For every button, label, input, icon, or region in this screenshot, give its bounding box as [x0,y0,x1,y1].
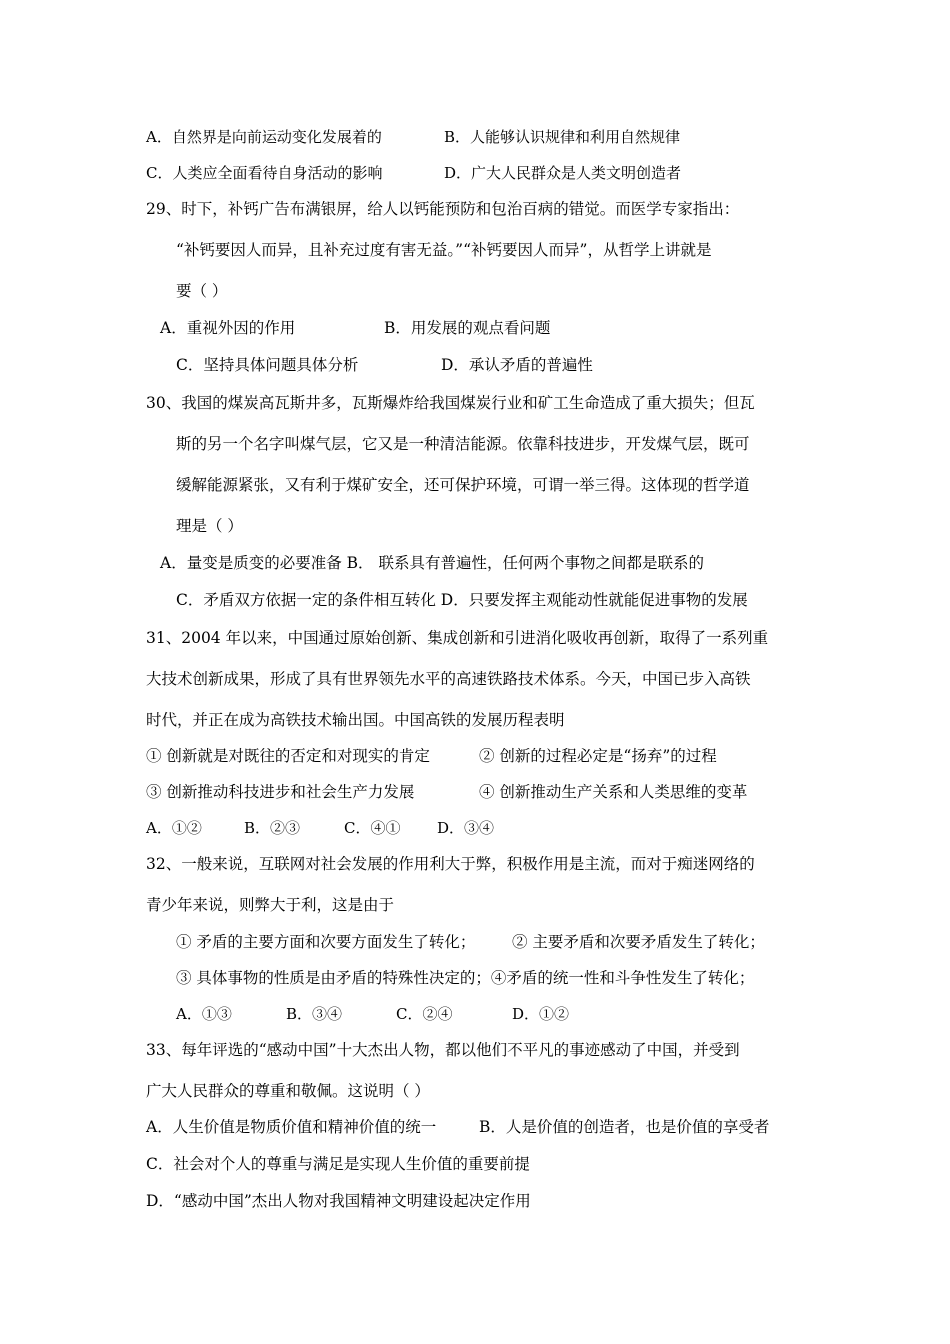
q30-stem-line-2: 斯的另一个名字叫煤气层，它又是一种清洁能源。依靠科技进步，开发煤气层，既可 [176,435,750,453]
q32-statement-3-4: ③ 具体事物的性质是由矛盾的特殊性决定的；④矛盾的统一性和斗争性发生了转化； [176,969,755,987]
q32-stem-line-2: 青少年来说，则弊大于利，这是由于 [146,896,395,914]
prev-option-a: A．自然界是向前运动变化发展着的 [146,128,382,146]
q32-stem-line-1: 32、一般来说，互联网对社会发展的作用利大于弊，积极作用是主流，而对于痴迷网络的 [146,855,755,873]
q33-option-c: C．社会对个人的尊重与满足是实现人生价值的重要前提 [146,1155,530,1173]
prev-option-b: B．人能够认识规律和利用自然规律 [444,128,681,146]
q32-option-c: C．②④ [396,1005,453,1023]
q30-option-ab: A．量变是质变的必要准备 B． 联系具有普遍性，任何两个事物之间都是联系的 [160,554,704,572]
q30-stem-line-3: 缓解能源紧张，又有利于煤矿安全，还可保护环境，可谓一举三得。这体现的哲学道 [176,476,750,494]
q29-option-d: D．承认矛盾的普遍性 [441,356,593,374]
q31-statement-2: ② 创新的过程必定是“扬弃”的过程 [479,747,717,765]
q31-statement-3: ③ 创新推动科技进步和社会生产力发展 [146,783,415,801]
q31-option-c: C．④① [344,819,401,837]
q29-stem-line-1: 29、时下，补钙广告布满银屏，给人以钙能预防和包治百病的错觉。而医学专家指出： [146,200,740,218]
q32-statement-2: ② 主要矛盾和次要矛盾发生了转化； [512,933,765,951]
q31-statement-1: ① 创新就是对既往的否定和对现实的肯定 [146,747,430,765]
prev-option-c: C．人类应全面看待自身活动的影响 [146,164,383,182]
q31-option-d: D．③④ [437,819,495,837]
q31-stem-line-1: 31、2004 年以来，中国通过原始创新、集成创新和引进消化吸收再创新，取得了一系列重 [146,629,769,647]
q30-stem-line-4: 理是（ ） [176,517,243,535]
q30-option-cd: C．矛盾双方依据一定的条件相互转化 D．只要发挥主观能动性就能促进事物的发展 [176,591,748,609]
q30-stem-line-1: 30、我国的煤炭高瓦斯井多，瓦斯爆炸给我国煤炭行业和矿工生命造成了重大损失；但瓦 [146,394,755,412]
q32-statement-1: ① 矛盾的主要方面和次要方面发生了转化； [176,933,476,951]
q32-option-b: B．③④ [286,1005,343,1023]
q33-option-a: A．人生价值是物质价值和精神价值的统一 [146,1118,437,1136]
q31-stem-line-3: 时代，并正在成为高铁技术输出国。中国高铁的发展历程表明 [146,711,565,729]
q31-option-a: A．①② [146,819,202,837]
prev-option-d: D．广大人民群众是人类文明创造者 [444,164,682,182]
q29-option-b: B．用发展的观点看问题 [384,319,551,337]
q33-stem-line-1: 33、每年评选的“感动中国”十大杰出人物，都以他们不平凡的事迹感动了中国，并受到 [146,1041,740,1059]
q29-stem-line-2: “补钙要因人而异，且补充过度有害无益。”“补钙要因人而异”，从哲学上讲就是 [176,241,712,259]
q32-option-d: D．①② [512,1005,570,1023]
q33-option-d: D．“感动中国”杰出人物对我国精神文明建设起决定作用 [146,1192,531,1210]
q29-option-c: C．坚持具体问题具体分析 [176,356,359,374]
q29-stem-line-3: 要（ ） [176,282,228,300]
q29-option-a: A．重视外因的作用 [160,319,296,337]
q31-statement-4: ④ 创新推动生产关系和人类思维的变革 [479,783,748,801]
q33-stem-line-2: 广大人民群众的尊重和敬佩。这说明（ ） [146,1082,430,1100]
q31-stem-line-2: 大技术创新成果，形成了具有世界领先水平的高速铁路技术体系。今天，中国已步入高铁 [146,670,751,688]
q33-option-b: B．人是价值的创造者，也是价值的享受者 [479,1118,770,1136]
q31-option-b: B．②③ [244,819,301,837]
q32-option-a: A．①③ [176,1005,232,1023]
